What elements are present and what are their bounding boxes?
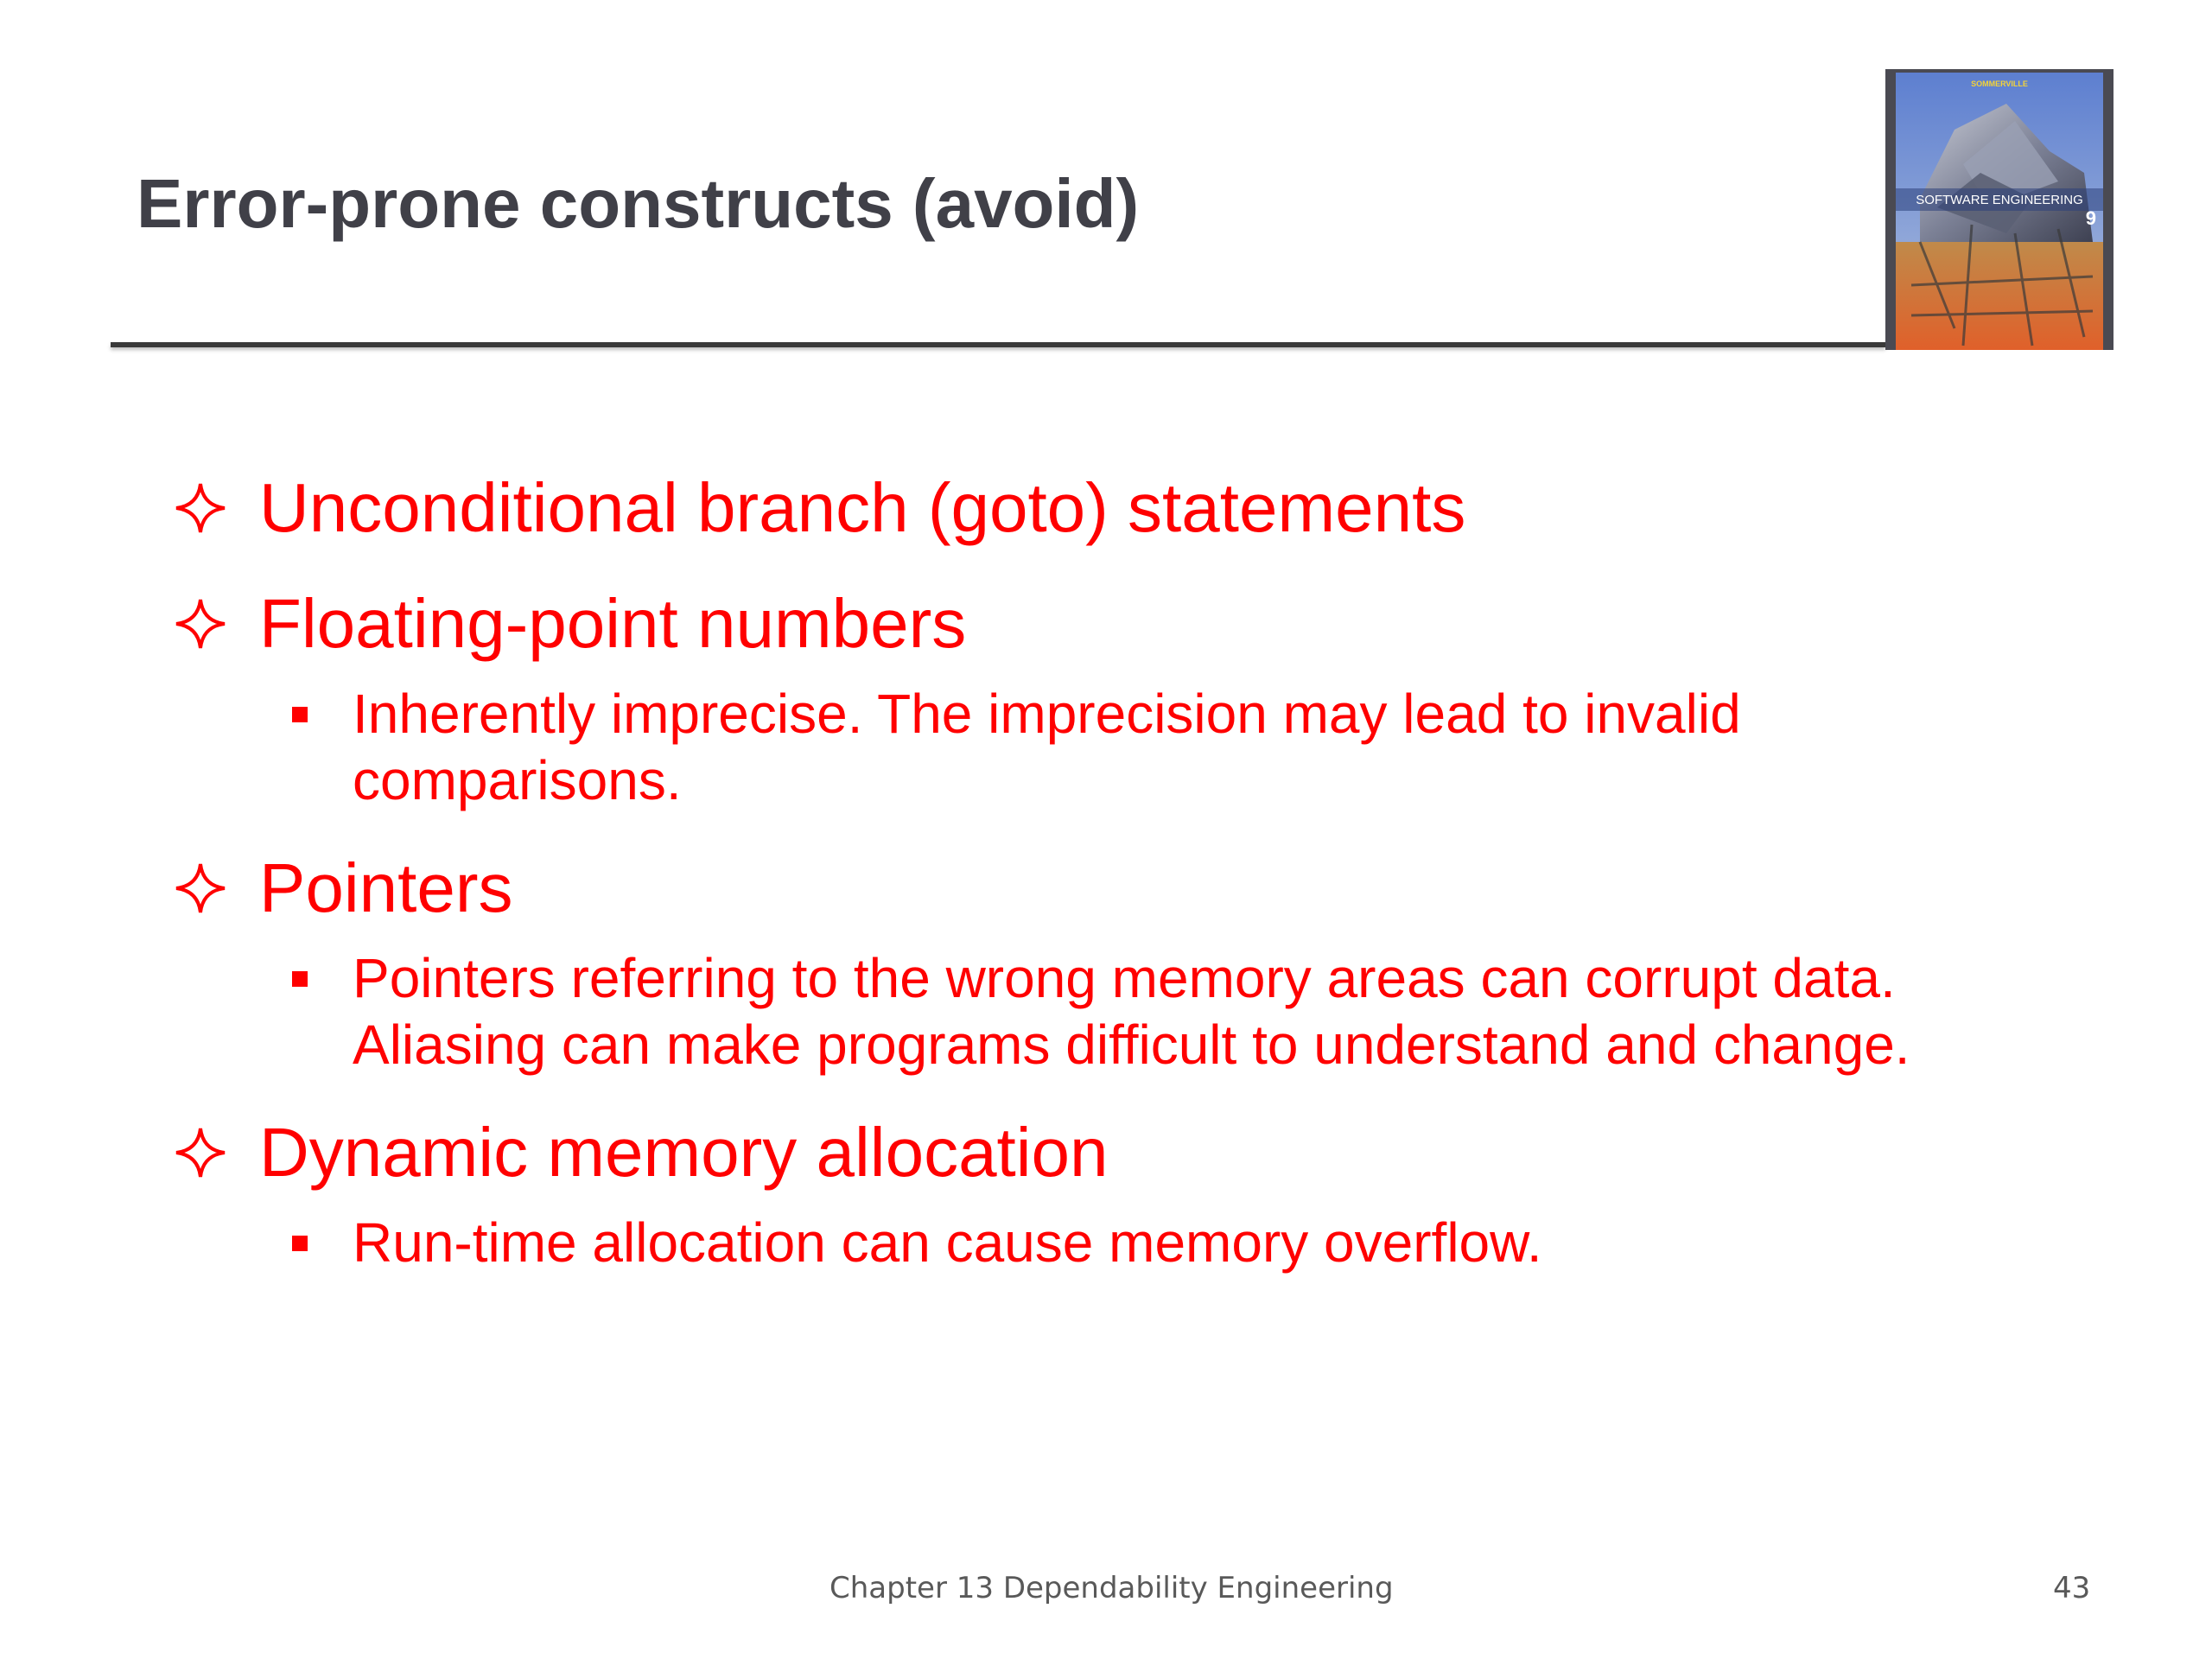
slide-title: Error-prone constructs (avoid)	[137, 165, 1140, 242]
sub-bullet-item	[285, 681, 2013, 814]
bullet-item	[173, 582, 2074, 665]
sub-bullet-text: Pointers referring to the wrong memory areas can corrupt data. Aliasing can make programs difficult to understand and change.	[353, 947, 1910, 1076]
four-point-star-icon	[173, 582, 259, 665]
bullet-item	[173, 1111, 2074, 1194]
sub-bullet-item	[285, 1210, 2013, 1276]
bullet-text: Floating-point numbers	[259, 585, 967, 662]
title-divider	[111, 342, 1885, 347]
page-number: 43	[2053, 1571, 2091, 1605]
four-point-star-icon	[173, 847, 259, 930]
square-bullet-icon	[285, 1210, 353, 1276]
sub-bullet-text: Inherently imprecise. The imprecision may lead to invalid comparisons.	[353, 683, 1741, 811]
square-bullet-icon	[285, 945, 353, 1012]
bullet-list	[173, 467, 2074, 1276]
four-point-star-icon	[173, 1111, 259, 1194]
book-cover-author: SOMMERVILLE	[1971, 79, 2028, 88]
square-bullet-icon	[285, 681, 353, 747]
footer-chapter-label: Chapter 13 Dependability Engineering	[830, 1571, 1394, 1605]
bullet-text: Pointers	[259, 849, 513, 926]
book-cover-image	[1885, 69, 2113, 350]
sub-bullet-text: Run-time allocation can cause memory overflow.	[353, 1211, 1542, 1274]
four-point-star-icon	[173, 467, 259, 550]
sub-bullet-item	[285, 945, 2013, 1078]
book-cover-title: SOFTWARE ENGINEERING	[1916, 193, 2083, 207]
book-cover-edition: 9	[2085, 207, 2096, 229]
bullet-item	[173, 467, 2074, 550]
bullet-text: Dynamic memory allocation	[259, 1114, 1109, 1191]
bullet-item	[173, 847, 2074, 930]
bullet-text: Unconditional branch (goto) statements	[259, 469, 1466, 546]
book-cover-art	[1885, 69, 2113, 350]
